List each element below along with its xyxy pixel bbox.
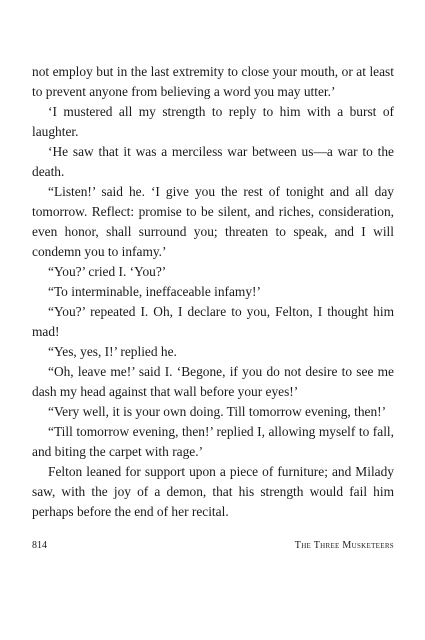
page-number: 814 <box>32 540 47 551</box>
paragraph: ‘I mustered all my strength to reply to him with a burst of laughter. <box>32 104 394 139</box>
paragraph: “Oh, leave me!’ said I. ‘Begone, if you do not desire to see me dash my head against that wall before your eyes!’ <box>32 364 394 399</box>
paragraph: “You?’ repeated I. Oh, I declare to you, Felton, I thought him mad! <box>32 304 394 339</box>
paragraph: not employ but in the last extremity to close your mouth, or at least to prevent anyone from believing a word you may utter.’ <box>32 64 394 99</box>
paragraph: Felton leaned for support upon a piece of furniture; and Milady saw, with the joy of a demon, that his strength would fail him perhaps before the end of her recital. <box>32 464 394 519</box>
paragraph: “Listen!’ said he. ‘I give you the rest of tonight and all day tomorrow. Reflect: promise to be silent, and riches, consideration, even honor, shall surround you; threaten to speak, and I will condemn you to infamy.’ <box>32 184 394 259</box>
paragraph: ‘He saw that it was a merciless war between us—a war to the death. <box>32 144 394 179</box>
paragraph: “To interminable, ineffaceable infamy!’ <box>48 284 261 299</box>
page-footer <box>32 540 394 556</box>
paragraph: “You?’ cried I. ‘You?’ <box>48 264 167 279</box>
paragraph: “Very well, it is your own doing. Till tomorrow evening, then!’ <box>48 404 387 419</box>
paragraph: “Yes, yes, I!’ replied he. <box>48 344 177 359</box>
paragraph: “Till tomorrow evening, then!’ replied I, allowing myself to fall, and biting the carpet with rage.’ <box>32 424 394 459</box>
running-head: The Three Musketeers <box>294 540 394 551</box>
body-text <box>32 62 394 522</box>
